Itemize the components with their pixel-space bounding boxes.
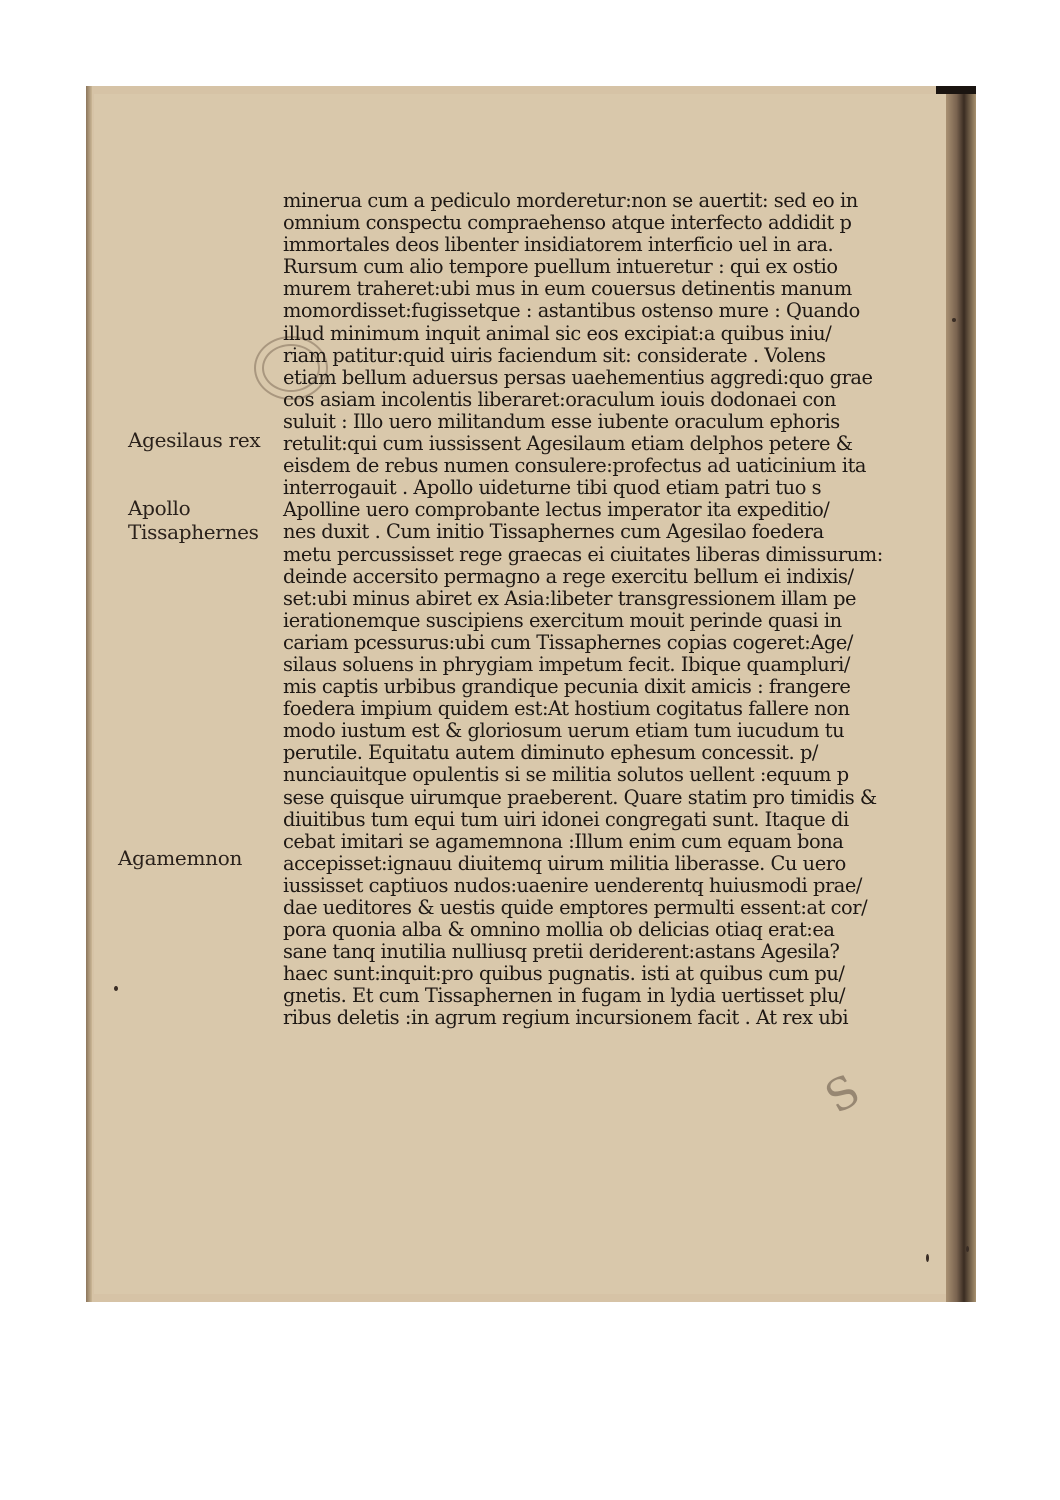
text-line: mis captis urbibus grandique pecunia dixit amicis : frangere: [283, 675, 851, 699]
page-left-edge: [86, 86, 92, 1302]
ink-speck: [926, 1254, 929, 1262]
text-line: riam patitur:quid uiris faciendum sit: considerate . Volens: [283, 343, 826, 367]
text-line: cariam pcessurus:ubi cum Tissaphernes copias cogeret:Age/: [283, 630, 853, 654]
text-line: cebat imitari se agamemnona :Illum enim cum equam bona: [283, 829, 844, 853]
text-line: retulit:qui cum iussissent Agesilaum etiam delphos petere &: [283, 432, 853, 456]
text-line: cos asiam incolentis liberaret:oraculum iouis dodonaei con: [283, 387, 836, 411]
text-line: illud minimum inquit animal sic eos excipiat:a quibus iniu/: [283, 321, 832, 345]
text-line: suluit : Illo uero militandum esse iubente oraculum ephoris: [283, 409, 840, 433]
text-line: sane tanq inutilia nulliusq pretii deriderent:astans Agesila?: [283, 940, 840, 964]
text-line: haec sunt:inquit:pro quibus pugnatis. isti at quibus cum pu/: [283, 962, 845, 986]
text-line: dae ueditores & uestis quide emptores permulti essent:at cor/: [283, 896, 868, 919]
margin-note-apollo: Apollo: [128, 496, 191, 520]
text-line: sese quisque uirumque praeberent. Quare statim pro timidis &: [283, 785, 877, 809]
text-line: deinde accersito permagno a rege exercitu bellum ei indixis/: [283, 564, 854, 588]
text-line: metu percussisset rege graecas ei ciuitates liberas dimissurum:: [283, 542, 883, 566]
text-line: gnetis. Et cum Tissaphernen in fugam in lydia uertisset plu/: [283, 984, 846, 1008]
ink-speck: [966, 1246, 969, 1252]
text-line: nes duxit . Cum initio Tissaphernes cum Agesilao foedera: [283, 520, 824, 544]
body-text: [283, 190, 883, 1030]
text-line: immortales deos libenter insidiatorem interficio uel in ara.: [283, 233, 834, 257]
top-shadow: [936, 86, 976, 94]
text-line: pora quonia alba & omnino mollia ob delicias otiaq erat:ea: [283, 918, 835, 942]
text-line: modo iustum est & gloriosum uerum etiam tum iucudum tu: [283, 719, 845, 743]
text-line: omnium conspectu compraehenso atque interfecto addidit p: [283, 211, 852, 235]
margin-note-tissaphernes: Tissaphernes: [128, 520, 259, 544]
ink-speck: [114, 986, 118, 991]
text-line: silaus soluens in phrygiam impetum fecit. Ibique quampluri/: [283, 652, 850, 676]
text-line: interrogauit . Apollo uideturne tibi quod etiam patri tuo s: [283, 476, 822, 500]
text-line: iussisset captiuos nudos:uaenire uenderentq huiusmodi prae/: [283, 873, 863, 897]
text-line: perutile. Equitatu autem diminuto ephesum concessit. p/: [283, 741, 818, 765]
text-line: momordisset:fugissetque : astantibus ostenso mure : Quando: [283, 299, 860, 323]
watermark-icon: S: [816, 1064, 869, 1125]
text-line: ierationemque suscipiens exercitum mouit perinde quasi in: [283, 608, 842, 632]
ink-speck: [952, 318, 956, 322]
margin-note-agamemnon: Agamemnon: [118, 846, 243, 870]
text-line: etiam bellum aduersus persas uaehementius aggredi:quo grae: [283, 365, 873, 389]
text-line: accepisset:ignauu diuitemq uirum militia liberasse. Cu uero: [283, 851, 846, 875]
binding-gutter: [946, 86, 976, 1302]
text-line: Apolline uero comprobante lectus imperator ita expeditio/: [283, 498, 830, 522]
text-line: minerua cum a pediculo morderetur:non se auertit: sed eo in: [283, 189, 858, 212]
margin-note-agesilaus: Agesilaus rex: [128, 428, 261, 452]
text-line: eisdem de rebus numen consulere:profectus ad uaticinium ita: [283, 454, 867, 478]
text-line: set:ubi minus abiret ex Asia:libeter transgressionem illam pe: [283, 586, 857, 610]
text-line: murem traheret:ubi mus in eum couersus detinentis manum: [283, 277, 852, 301]
text-line: nunciauitque opulentis si se militia solutos uellent :equum p: [283, 763, 849, 787]
text-line: foedera impium quidem est:At hostium cogitatus fallere non: [283, 697, 850, 721]
text-line: Rursum cum alio tempore puellum intueretur : qui ex ostio: [283, 255, 838, 279]
text-line: ribus deletis :in agrum regium incursionem facit . At rex ubi: [283, 1006, 849, 1030]
text-line: diuitibus tum equi tum uiri idonei congregati sunt. Itaque di: [283, 807, 849, 831]
